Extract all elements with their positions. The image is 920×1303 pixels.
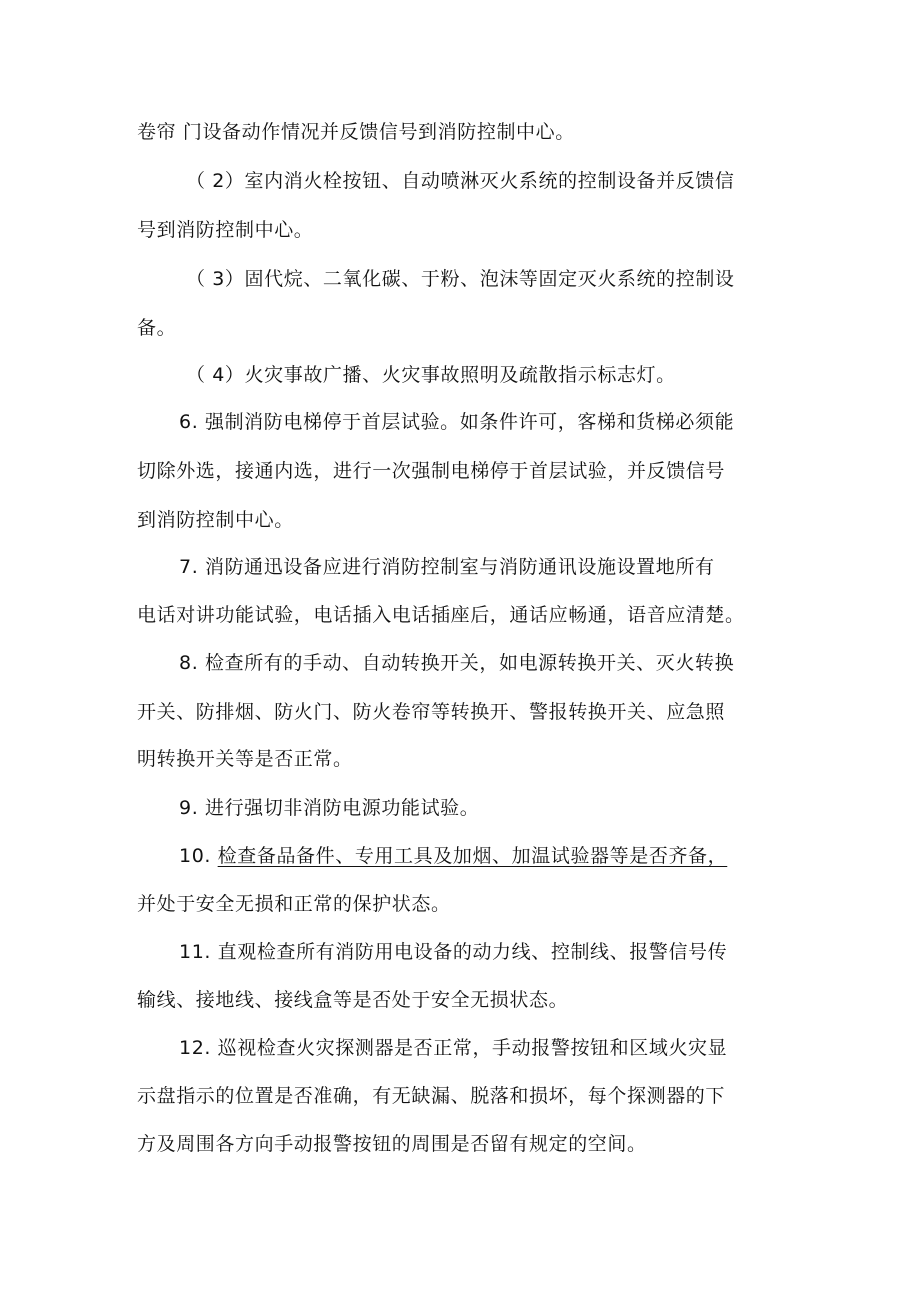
text-line: 7. 消防通迅设备应进行消防控制室与消防通讯设施设置地所有 [179,556,715,578]
text-line: 电话对讲功能试验，电话插入电话插座后，通话应畅通，语音应清楚。 [137,604,745,626]
text-line: 卷帘 门设备动作情况并反馈信号到消防控制中心。 [137,121,575,143]
text-line: 到消防控制中心。 [137,509,294,531]
text-line: 号到消防控制中心。 [137,219,314,241]
text-line: 开关、防排烟、防火门、防火卷帘等转换开、警报转换开关、应急照 [137,701,726,723]
text-line: 8. 检查所有的手动、自动转换开关，如电源转换开关、灭火转换 [179,652,735,674]
text-line: 12. 巡视检查火灾探测器是否正常，手动报警按钮和区域火灾显 [179,1037,728,1059]
text-line: 输线、接地线、接线盒等是否处于安全无损状态。 [137,989,569,1011]
text-line: 6. 强制消防电梯停于首层试验。如条件许可，客梯和货梯必须能 [179,411,735,433]
item-number: 10. [179,845,218,867]
text-line: 11. 直观检查所有消防用电设备的动力线、控制线、报警信号传 [179,941,728,963]
text-line: 方及周围各方向手动报警按钮的周围是否留有规定的空间。 [137,1133,647,1155]
underlined-text: 检查备品备件、专用工具及加烟、加温试验器等是否齐备， [217,845,728,867]
text-line: 切除外选，接通内选，进行一次强制电梯停于首层试验，并反馈信号 [137,460,726,482]
text-line: （ 4）火灾事故广播、火灾事故照明及疏散指示标志灯。 [186,364,676,386]
text-line: （ 3）固代烷、二氧化碳、于粉、泡沫等固定灭火系统的控制设 [186,268,735,290]
text-line [179,842,727,870]
text-line: 明转换开关等是否正常。 [137,748,353,770]
text-line: 9. 进行强切非消防电源功能试验。 [179,797,480,819]
text-line: 示盘指示的位置是否准确，有无缺漏、脱落和损坏，每个探测器的下 [137,1085,726,1107]
text-line: 备。 [137,317,177,339]
text-line: 并处于安全无损和正常的保护状态。 [137,893,451,915]
text-line: （ 2）室内消火栓按钮、自动喷淋灭火系统的控制设备并反馈信 [186,170,735,192]
